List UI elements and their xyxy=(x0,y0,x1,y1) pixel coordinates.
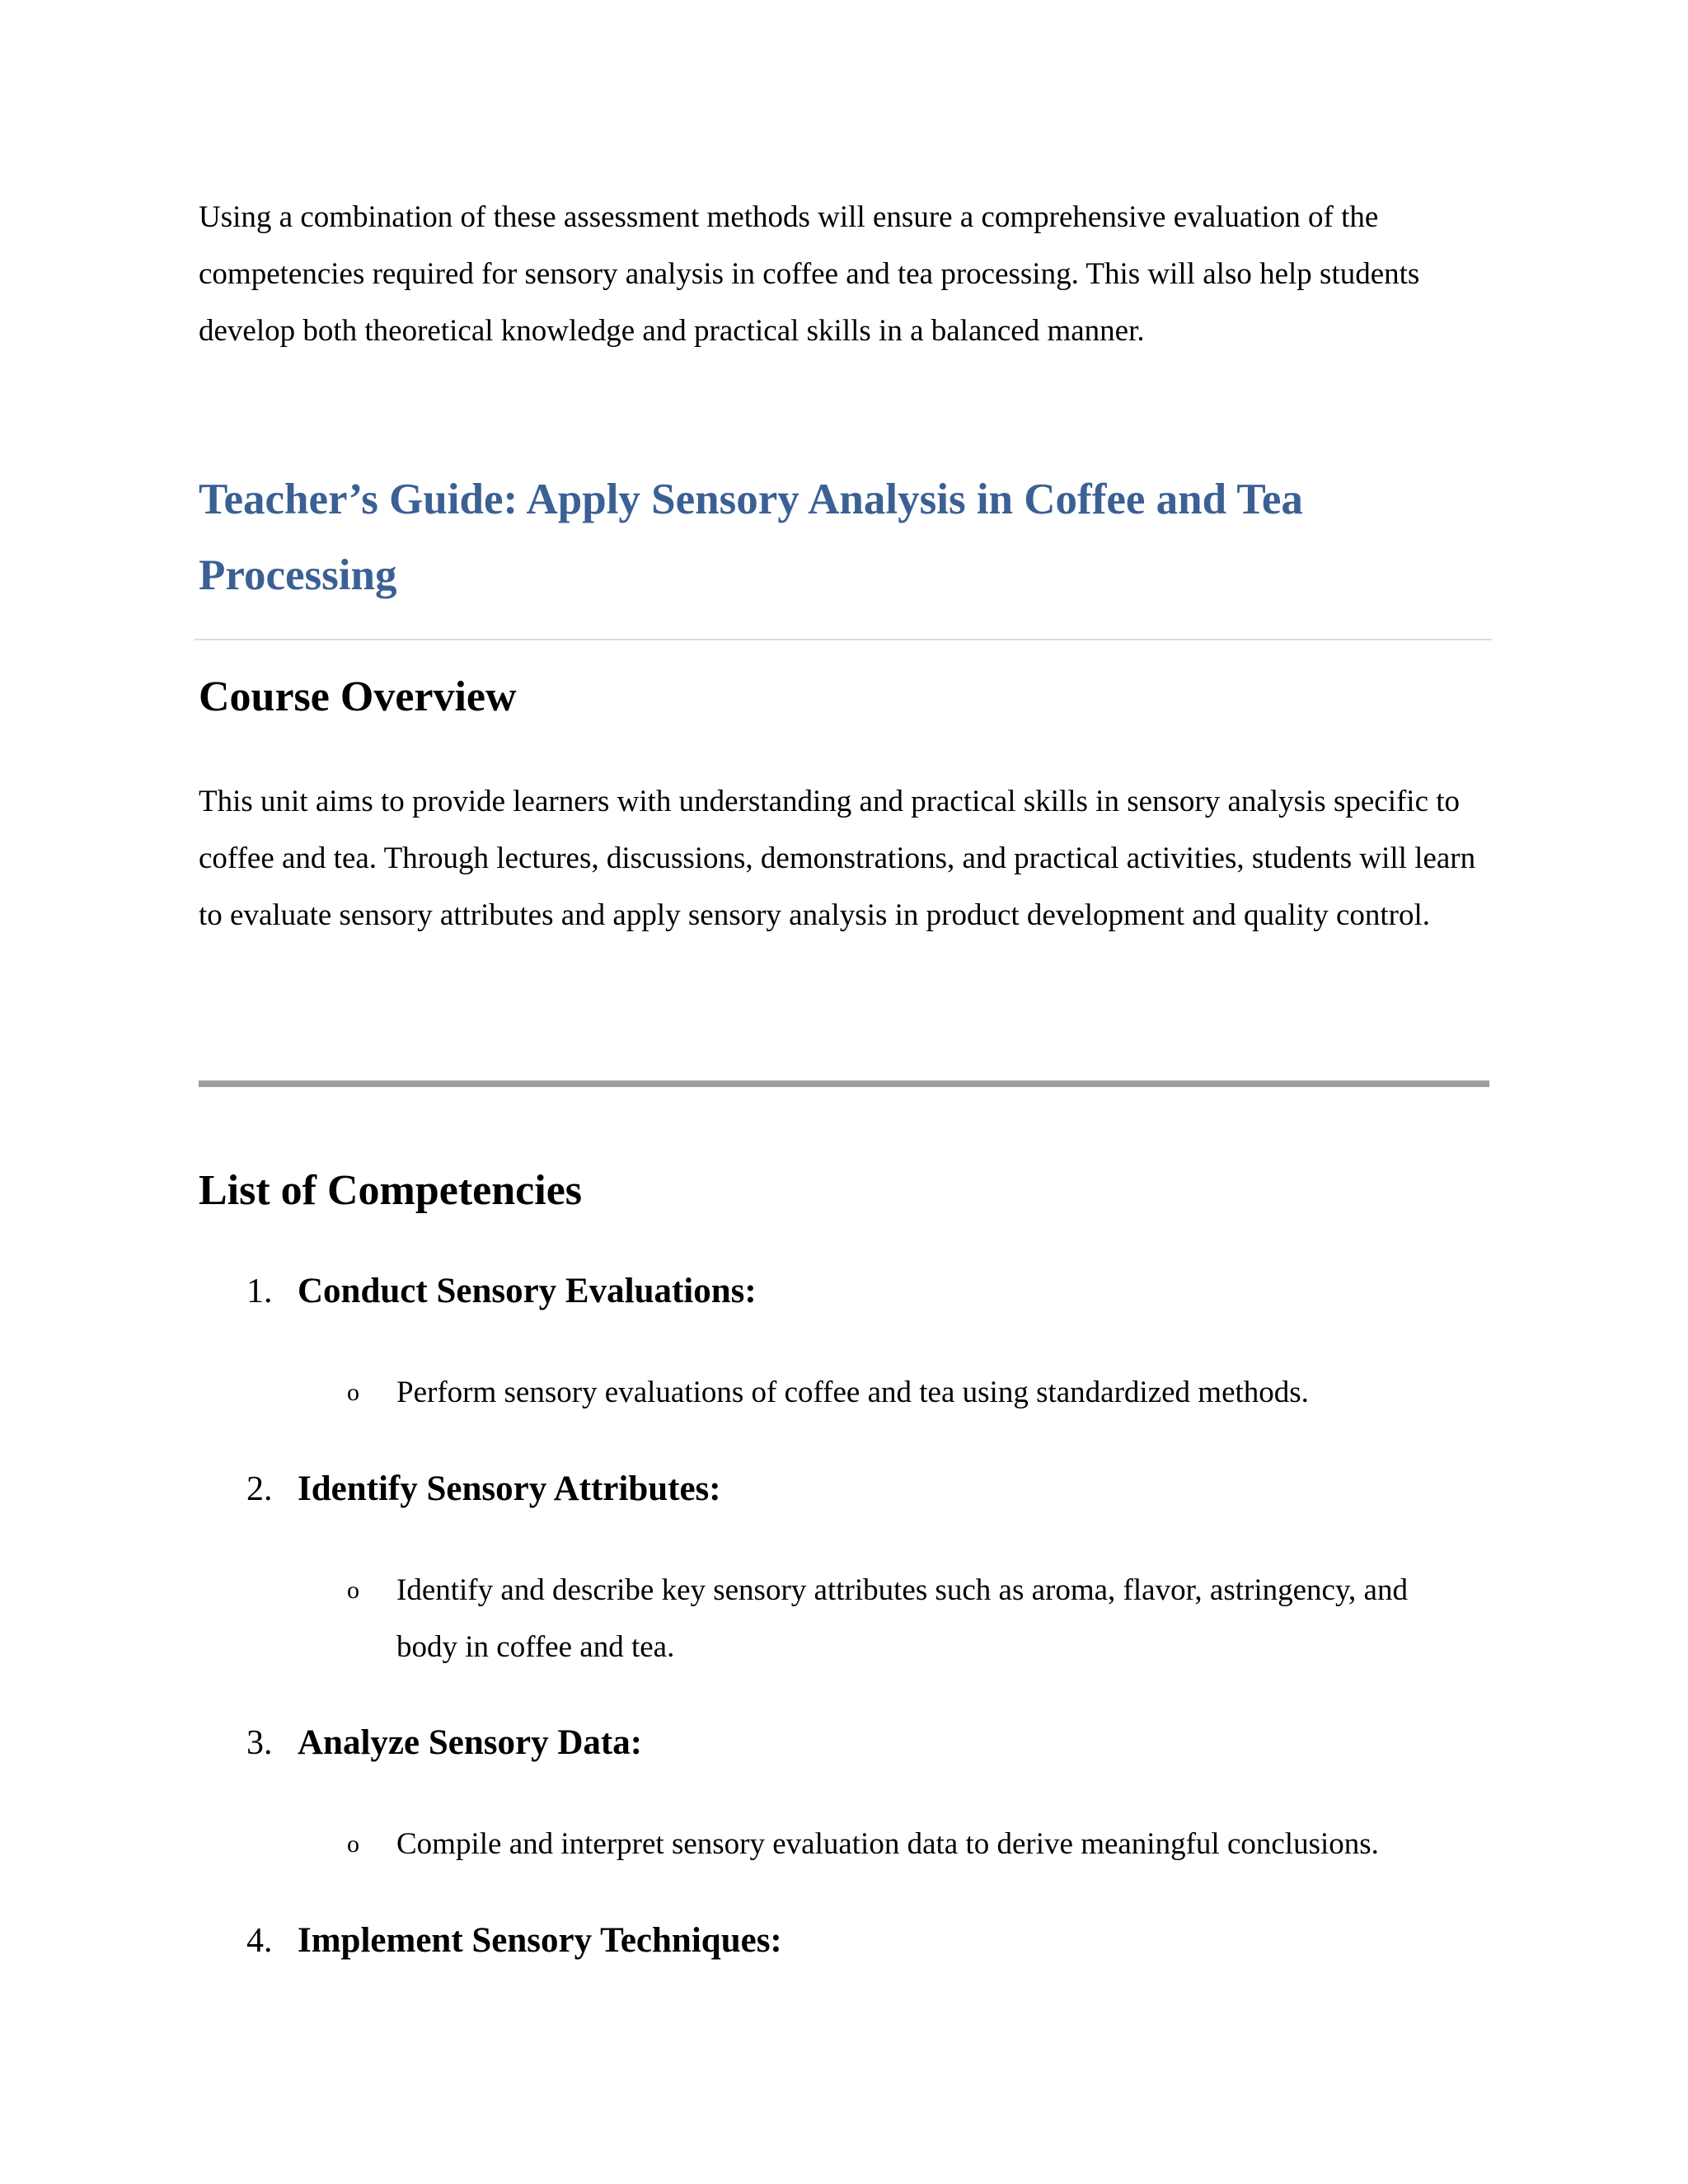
competency-item xyxy=(199,1460,1501,1518)
competencies-heading: List of Competencies xyxy=(199,1167,583,1214)
competency-title: Implement Sensory Techniques: xyxy=(298,1921,782,1960)
competency-number: 3. xyxy=(246,1724,273,1762)
intro-paragraph: Using a combination of these assessment methods will ensure a comprehensive evaluation of the competencies required for sensory analysis in coffee and tea processing. This will also help students develop both theoretical knowledge and practical skills in a balanced manner. xyxy=(199,200,1420,348)
competency-item xyxy=(199,1912,1501,1970)
title-divider xyxy=(195,639,1492,640)
section-divider xyxy=(199,1080,1489,1087)
competency-number: 1. xyxy=(246,1272,273,1310)
bullet-marker-icon: o xyxy=(347,1379,359,1406)
competency-description: Compile and interpret sensory evaluation data to derive meaningful conclusions. xyxy=(396,1827,1379,1861)
course-overview-paragraph: This unit aims to provide learners with understanding and practical skills in sensory analysis specific to coffee and tea. Through lectures, discussions, demonstrations, and practical activities, students will learn to evaluate sensory attributes and apply sensory analysis in product development and quality control. xyxy=(199,785,1476,932)
competency-number: 2. xyxy=(246,1470,273,1508)
competency-description: Identify and describe key sensory attributes such as aroma, flavor, astringency, and body in coffee and tea. xyxy=(396,1573,1408,1664)
course-overview-heading: Course Overview xyxy=(199,673,517,720)
bullet-marker-icon: o xyxy=(347,1577,359,1604)
competency-number: 4. xyxy=(246,1922,273,1960)
competency-item xyxy=(199,1714,1501,1772)
competency-description: Perform sensory evaluations of coffee and tea using standardized methods. xyxy=(396,1376,1309,1409)
bullet-marker-icon: o xyxy=(347,1830,359,1858)
document-title: Teacher’s Guide: Apply Sensory Analysis in Coffee and Tea Processing xyxy=(199,476,1303,599)
competency-title: Analyze Sensory Data: xyxy=(298,1723,643,1762)
competency-title: Identify Sensory Attributes: xyxy=(298,1469,721,1508)
competency-item xyxy=(199,1263,1501,1320)
competency-title: Conduct Sensory Evaluations: xyxy=(298,1272,757,1310)
